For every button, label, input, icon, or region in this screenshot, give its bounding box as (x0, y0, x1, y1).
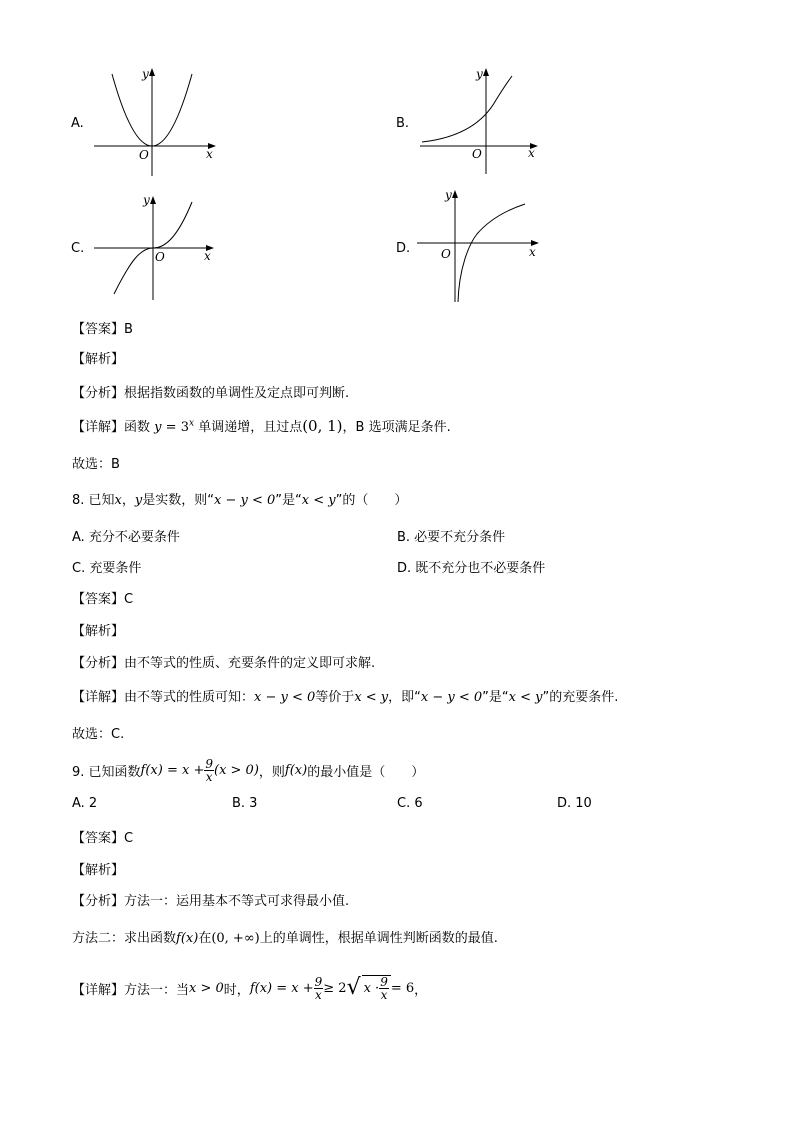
q9-stem (72, 754, 424, 786)
q8-ineq2: x < y (301, 493, 336, 508)
q8-xiangjie-d: ”是“ (482, 690, 509, 705)
q8-option-b: B. 必要不充分条件 (397, 530, 506, 545)
q8-xiangjie-ineq1b: x − y < 0 (420, 690, 483, 705)
graph-d (417, 188, 547, 308)
q9-ineq-left: f(x) = x + (249, 980, 314, 996)
option-b-letter: B. (396, 116, 410, 131)
graph-a-y-label: y (142, 67, 149, 81)
q9-method2-b: 在 (198, 931, 212, 946)
q7-formula (154, 420, 194, 435)
q8-xiangjie-ineq2: x < y (354, 690, 389, 705)
q8-xiangjie-ineq2b: x < y (508, 690, 543, 705)
graph-b-origin-label: O (472, 147, 482, 161)
q7-fenxi-line (72, 382, 349, 401)
q9-sqrt-body (362, 975, 391, 1001)
q9-fenxi-line (72, 890, 349, 909)
q9-ineq-fraction (314, 976, 324, 1001)
q9-method2-line (72, 927, 498, 946)
q8-answer-line (72, 588, 133, 607)
q7-answer-line (72, 318, 133, 337)
q9-interval: (0, +∞) (211, 931, 260, 946)
q9-method2-c: 上的单调性，根据单调性判断函数的最值. (259, 931, 498, 946)
q7-formula-y: y (154, 420, 162, 435)
q7-fenxi: 根据指数函数的单调性及定点即可判断. (124, 386, 350, 401)
q9-xiangjie-line (72, 968, 427, 1008)
graph-a-x-label: x (206, 147, 213, 161)
q8-comma: ， (121, 493, 135, 508)
q9-ineq-mid: ≥ 2 (323, 980, 347, 996)
q8-xiangjie-b: 等价于 (315, 690, 355, 705)
q8-xiangjie-e: ”的充要条件. (542, 690, 619, 705)
option-d-letter: D. (396, 241, 411, 256)
q8-guxuan: 故选：C. (72, 727, 125, 742)
q9-domain: (x > 0) (214, 762, 259, 778)
q7-xiangjie-mid: 单调递增，且过点 (198, 420, 303, 435)
q9-frac-den: x (205, 769, 213, 784)
q7-guxuan: 故选：B (72, 457, 120, 472)
q8-stem-mid: 是实数，则“ (142, 493, 215, 508)
q8-ineq1: x − y < 0 (214, 493, 276, 508)
q8-number: 8. 已知 (72, 493, 115, 508)
q8-stem-end: ”的（ ） (335, 493, 408, 508)
graph-b-x-label: x (528, 146, 535, 160)
fenxi-tag: 【分析】 (72, 894, 125, 909)
q9-answer: C (124, 831, 134, 846)
q8-fenxi: 由不等式的性质、充要条件的定义即可求解. (124, 656, 376, 671)
fenxi-tag: 【分析】 (72, 656, 125, 671)
q7-xiangjie-post: ，B 选项满足条件. (342, 420, 451, 435)
graph-d-origin-label: O (441, 247, 451, 261)
q9-sqrt-x: x · (363, 981, 380, 996)
q9-method2-fx: f(x) (176, 931, 199, 946)
q9-ineq-frac-den: x (315, 987, 322, 1002)
q8-option-d: D. 既不充分也不必要条件 (397, 561, 546, 576)
xiangjie-tag: 【详解】 (72, 982, 125, 998)
q8-xiangjie-line (72, 686, 618, 705)
graph-c (94, 194, 224, 304)
q7-formula-sup: x (188, 418, 195, 429)
graph-b-y-label: y (476, 67, 483, 81)
q9-xiangjie-b: 时， (223, 982, 250, 998)
q8-xiangjie-c: ，即“ (388, 690, 421, 705)
answer-tag: 【答案】 (72, 592, 125, 607)
q9-option-a: A. 2 (72, 796, 98, 811)
q9-fx: f(x) = x + (140, 762, 205, 778)
q9-option-b: B. 3 (232, 796, 258, 811)
q9-ineq-end: = 6 (390, 980, 415, 996)
q8-y: y (134, 493, 143, 508)
option-a-letter: A. (71, 116, 84, 131)
q8-xiangjie-ineq1: x − y < 0 (254, 690, 316, 705)
q8-xiangjie-a: 由不等式的性质可知： (124, 690, 255, 705)
q7-jiexi: 【解析】 (72, 352, 125, 367)
q9-stem-mid: ，则 (258, 764, 285, 780)
q8-stem-mid2: ”是“ (275, 493, 302, 508)
q8-stem (72, 489, 407, 508)
graph-b (420, 66, 550, 176)
q9-sqrt-frac-num: 9 (380, 975, 388, 989)
graph-a (94, 66, 224, 176)
q9-fraction (204, 758, 214, 783)
q8-fenxi-line (72, 652, 375, 671)
q9-answer-line (72, 827, 133, 846)
q8-jiexi: 【解析】 (72, 624, 125, 639)
q9-sqrt-fraction (379, 976, 389, 1001)
q9-frac-num: 9 (205, 756, 213, 771)
q9-fenxi: 方法一：运用基本不等式可求得最小值. (124, 894, 350, 909)
q9-stem-end: 的最小值是（ ） (307, 764, 425, 780)
q7-xiangjie-pre: 函数 (124, 420, 151, 435)
graph-a-origin-label: O (139, 148, 149, 162)
sqrt-symbol: √ (346, 975, 361, 1000)
graph-d-x-label: x (529, 245, 536, 259)
q9-number: 9. 已知函数 (72, 764, 141, 780)
q8-x: x (114, 493, 122, 508)
q7-answer: B (124, 322, 133, 337)
q9-option-d: D. 10 (557, 796, 592, 811)
q8-option-c: C. 充要条件 (72, 561, 142, 576)
q9-option-c: C. 6 (397, 796, 423, 811)
graph-c-origin-label: O (155, 250, 165, 264)
q9-fx2: f(x) (284, 762, 308, 778)
q8-option-a: A. 充分不必要条件 (72, 530, 180, 545)
graph-d-y-label: y (445, 188, 452, 202)
q7-point: (0, 1) (302, 417, 343, 435)
q7-xiangjie-line (72, 416, 451, 435)
option-c-letter: C. (71, 241, 85, 256)
graph-c-x-label: x (204, 249, 211, 263)
answer-tag: 【答案】 (72, 322, 125, 337)
fenxi-tag: 【分析】 (72, 386, 125, 401)
q9-sqrt-frac-den: x (380, 988, 388, 1002)
q9-method2-a: 方法二：求出函数 (72, 931, 177, 946)
q9-jiexi: 【解析】 (72, 863, 125, 878)
q9-ineq-frac-num: 9 (314, 974, 323, 989)
q8-answer: C (124, 592, 134, 607)
graph-c-y-label: y (143, 193, 150, 207)
xiangjie-tag: 【详解】 (72, 420, 125, 435)
q7-formula-eq: = 3 (161, 420, 189, 435)
q9-xiangjie-end: ， (414, 982, 428, 998)
answer-tag: 【答案】 (72, 831, 125, 846)
xiangjie-tag: 【详解】 (72, 690, 125, 705)
q9-cond: x > 0 (189, 980, 224, 996)
q9-xiangjie-a: 方法一：当 (124, 982, 190, 998)
